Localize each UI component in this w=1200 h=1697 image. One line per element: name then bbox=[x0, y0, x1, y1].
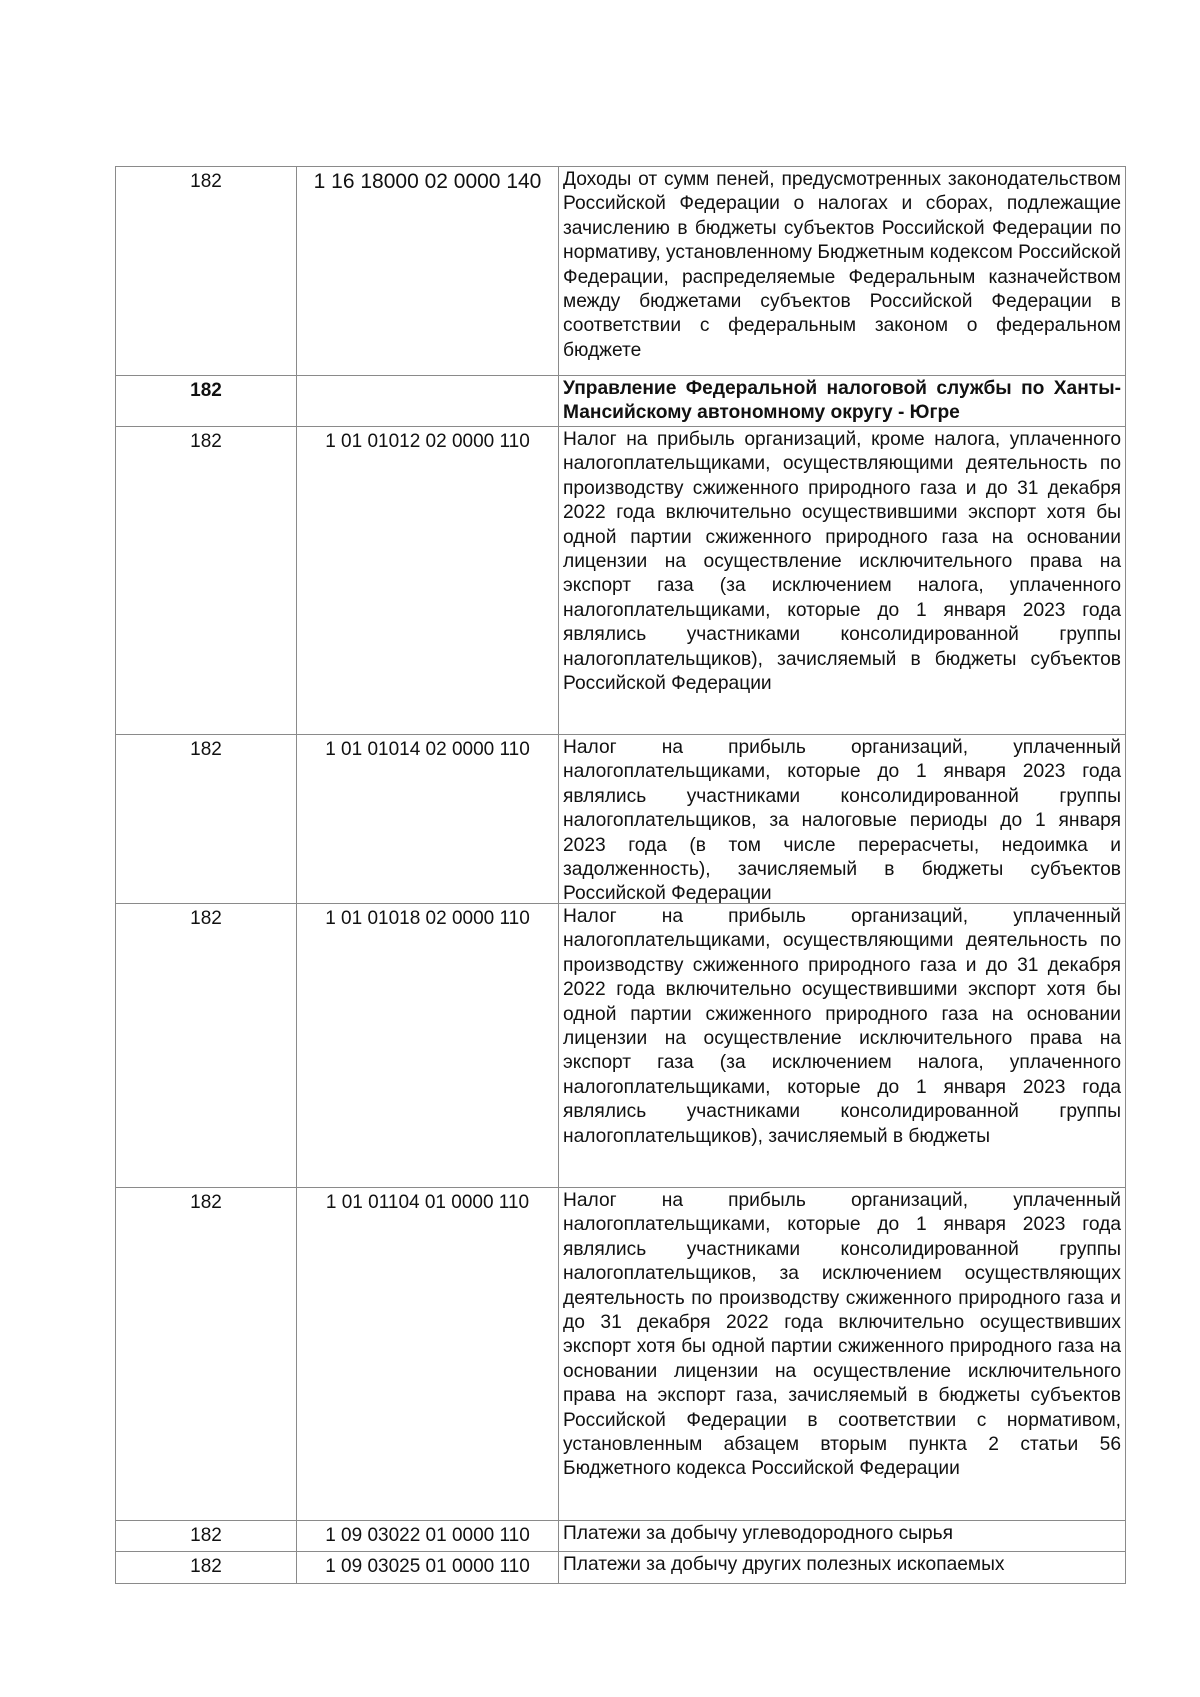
admin-code-cell: 182 bbox=[115, 167, 296, 376]
description-cell bbox=[558, 427, 1126, 735]
table-row bbox=[115, 1187, 1126, 1521]
admin-code-cell: 182 bbox=[115, 904, 296, 1188]
description-text: Доходы от сумм пеней, предусмотренных законодательством Российской Федерации о налогах и сборах, подлежащие зачислению в бюджеты субъектов Российской Федерации по нормативу, установленному Бюджетным кодексом Российской Федерации, распределяемые Федеральным казначейством между бюджетами субъектов Российской Федерации в соответствии с федеральным законом о федеральном бюджете bbox=[563, 169, 1121, 361]
budget-code-cell: 1 01 01018 02 0000 110 bbox=[296, 904, 558, 1188]
table-row bbox=[115, 1520, 1126, 1552]
description-cell bbox=[558, 167, 1126, 376]
budget-code-cell: 1 09 03025 01 0000 110 bbox=[296, 1552, 558, 1583]
table-row bbox=[115, 1551, 1126, 1584]
description-text: Налог на прибыль организаций, уплаченный налогоплательщиками, которые до 1 января 2023 года являлись участниками консолидированной группы налогоплательщиков, за налоговые периоды до 1 января 2023 года (в том числе перерасчеты, недоимка и задолженность), зачисляемый в бюджеты субъектов Российской Федерации bbox=[563, 737, 1121, 904]
table-row bbox=[115, 166, 1126, 376]
budget-code-cell: 1 16 18000 02 0000 140 bbox=[296, 167, 558, 376]
budget-code-cell: 1 01 01012 02 0000 110 bbox=[296, 427, 558, 735]
description-cell bbox=[558, 904, 1126, 1188]
table-row bbox=[115, 426, 1126, 735]
admin-code-cell: 182 bbox=[115, 376, 296, 427]
admin-code-cell: 182 bbox=[115, 1552, 296, 1583]
budget-code-cell: 1 09 03022 01 0000 110 bbox=[296, 1521, 558, 1552]
budget-code-cell: 1 01 01014 02 0000 110 bbox=[296, 735, 558, 904]
description-cell bbox=[558, 1521, 1126, 1552]
description-text: Налог на прибыль организаций, уплаченный налогоплательщиками, которые до 1 января 2023 года являлись участниками консолидированной группы налогоплательщиков, за исключением осуществляющих деятельность по производству сжиженного природного газа и до 31 декабря 2022 года включительно осуществивших экспорт хотя бы одной партии сжиженного природного газа на основании лицензии на осуществление исключительного права на экспорт газа, зачисляемый в бюджеты субъектов Российской Федерации в соответствии с нормативом, установленным абзацем вторым пункта 2 статьи 56 Бюджетного кодекса Российской Федерации bbox=[563, 1190, 1121, 1480]
description-text: Управление Федеральной налоговой службы по Ханты-Мансийскому автономному округу - Югре bbox=[563, 378, 1121, 424]
description-text: Платежи за добычу других полезных ископаемых bbox=[563, 1554, 1005, 1575]
budget-code-cell bbox=[296, 376, 558, 427]
admin-code-cell: 182 bbox=[115, 735, 296, 904]
description-cell bbox=[558, 376, 1126, 427]
description-text: Налог на прибыль организаций, кроме налога, уплаченного налогоплательщиками, осуществляющими деятельность по производству сжиженного природного газа и до 31 декабря 2022 года включительно осуществившими экспорт хотя бы одной партии сжиженного природного газа на основании лицензии на осуществление исключительного права на экспорт газа (за исключением налога, уплаченного налогоплательщиками, которые до 1 января 2023 года являлись участниками консолидированной группы налогоплательщиков), зачисляемый в бюджеты субъектов Российской Федерации bbox=[563, 429, 1121, 695]
description-cell bbox=[558, 735, 1126, 904]
table-row bbox=[115, 734, 1126, 904]
description-text: Платежи за добычу углеводородного сырья bbox=[563, 1523, 954, 1544]
table-row bbox=[115, 903, 1126, 1188]
admin-code-cell: 182 bbox=[115, 427, 296, 735]
admin-code-cell: 182 bbox=[115, 1188, 296, 1521]
admin-code-cell: 182 bbox=[115, 1521, 296, 1552]
table-row-heading bbox=[115, 375, 1126, 427]
description-cell bbox=[558, 1188, 1126, 1521]
budget-code-cell: 1 01 01104 01 0000 110 bbox=[296, 1188, 558, 1521]
description-cell bbox=[558, 1552, 1126, 1583]
description-text: Налог на прибыль организаций, уплаченный налогоплательщиками, осуществляющими деятельность по производству сжиженного природного газа и до 31 декабря 2022 года включительно осуществившими экспорт хотя бы одной партии сжиженного природного газа на основании лицензии на осуществление исключительного права на экспорт газа (за исключением налога, уплаченного налогоплательщиками, которые до 1 января 2023 года являлись участниками консолидированной группы налогоплательщиков), зачисляемый в бюджеты bbox=[563, 906, 1121, 1147]
